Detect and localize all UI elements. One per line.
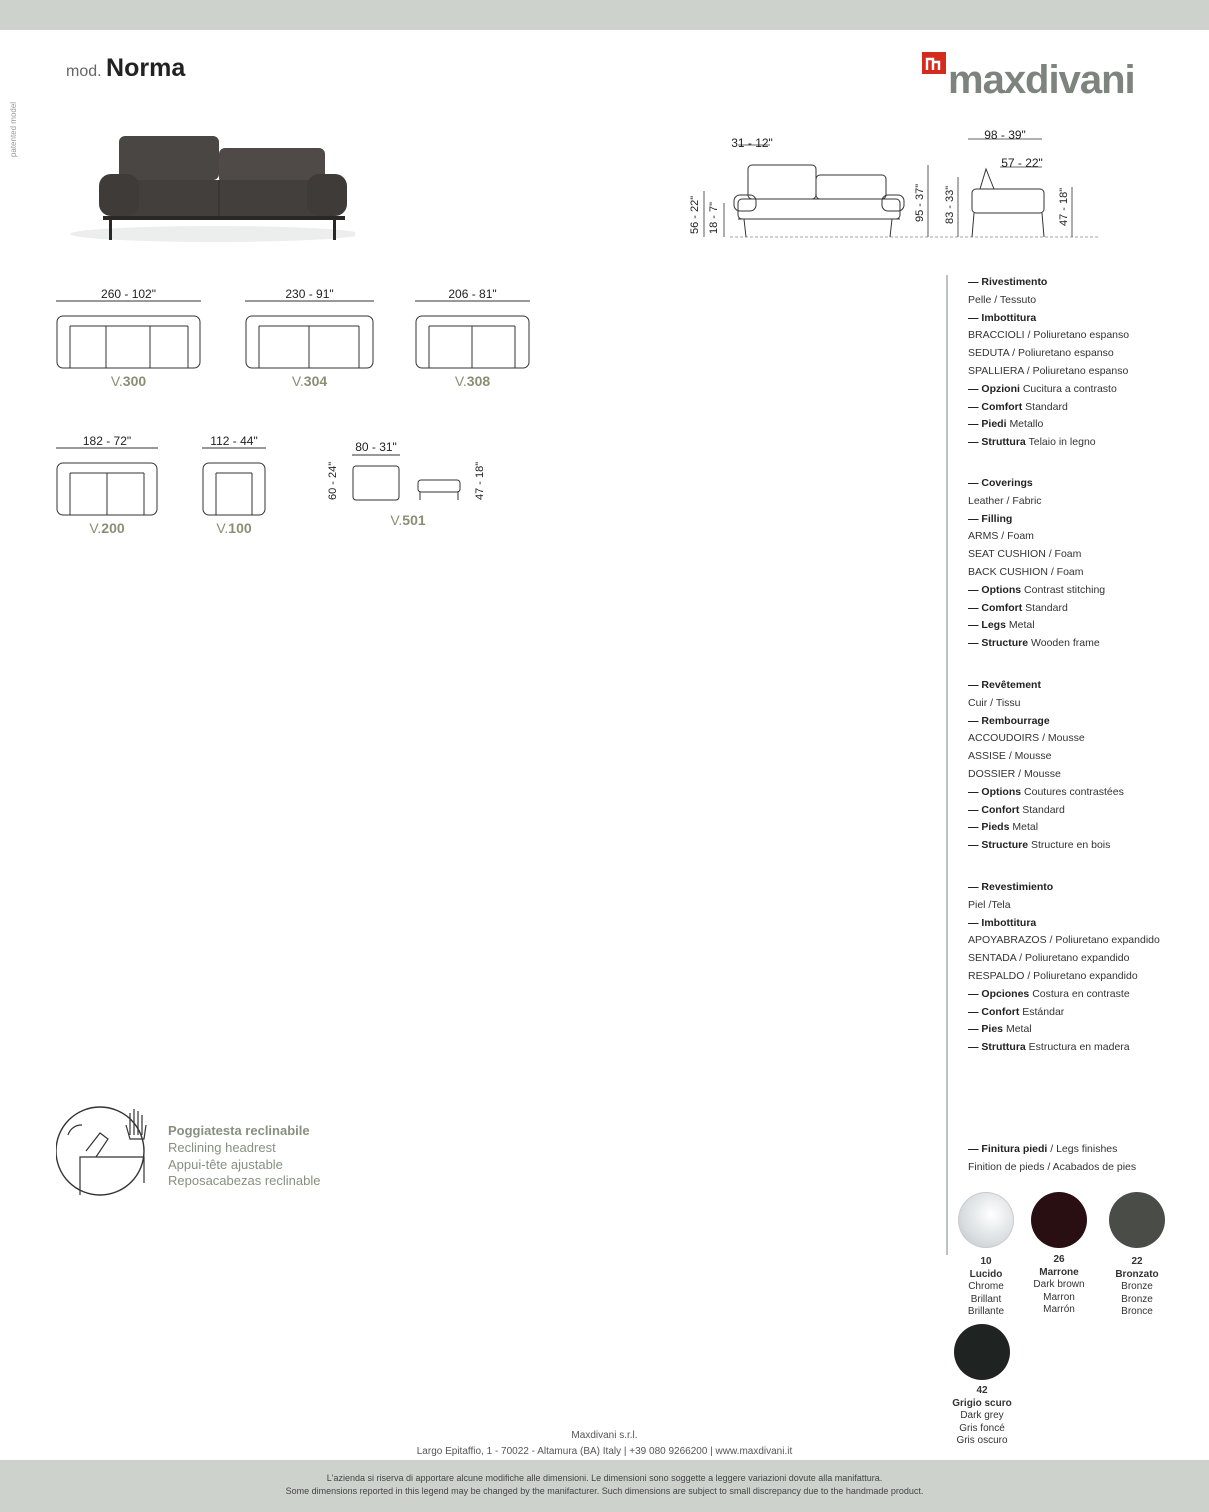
finish-name: Grigio scuro: [952, 1397, 1012, 1409]
spec-key: — Rivestimento: [968, 276, 1048, 288]
model-title: [66, 54, 185, 83]
spec-line-fr: [968, 750, 1051, 762]
dim-seat-height: 47 - 18": [1058, 187, 1070, 226]
dim-back-height: 83 - 33": [944, 185, 956, 224]
spec-value: APOYABRAZOS / Poliuretano expandido: [968, 934, 1160, 947]
spec-line-fr: [968, 839, 1110, 851]
finish-translation: Marron: [1043, 1291, 1075, 1303]
spec-key: — Options: [968, 583, 1022, 596]
finish-label: [1092, 1256, 1182, 1319]
spec-value: Pelle / Tessuto: [968, 293, 1037, 306]
spec-key: — Structure: [968, 637, 1029, 650]
finish-translation: Dark grey: [960, 1410, 1004, 1421]
variant-100-width: 112 - 44": [210, 434, 258, 448]
spec-value: Wooden frame: [1031, 637, 1100, 650]
spec-key: — Confort: [968, 803, 1020, 816]
spec-line-es: [968, 1006, 1064, 1018]
spec-value: Contrast stitching: [1024, 583, 1106, 596]
spec-line-en: [968, 530, 1034, 542]
spec-value: BRACCIOLI / Poliuretano espanso: [968, 329, 1130, 342]
spec-value: Costura en contraste: [1032, 987, 1130, 1000]
spec-value: SEAT CUSHION / Foam: [968, 548, 1082, 561]
spec-value: Standard: [1025, 601, 1068, 614]
spec-key: — Imbottitura: [968, 311, 1037, 324]
finish-translation: Bronce: [1121, 1306, 1153, 1317]
variant-100-label: V.100: [216, 520, 252, 536]
spec-line-fr: [968, 821, 1038, 833]
variant-308-width: 206 - 81": [448, 287, 497, 301]
spec-key: — Legs: [968, 619, 1006, 632]
top-bar: [0, 0, 1209, 30]
spec-value: Metallo: [1009, 418, 1044, 431]
reclining-fr: Appui-tête ajustable: [168, 1157, 283, 1172]
spec-line-en: [968, 584, 1105, 596]
spec-line-en: [968, 513, 1012, 525]
spec-value: Estándar: [1022, 1005, 1065, 1018]
variant-308-drawing: [415, 300, 531, 372]
spec-value: Leather / Fabric: [968, 494, 1042, 507]
disclaimer-en: Some dimensions reported in this legend may be changed by the manifacturer. Such dimensions are subject to small discrepancy due to the handmade product.: [285, 1486, 924, 1496]
spec-line-es: [968, 1023, 1032, 1035]
finish-swatch: [954, 1324, 1010, 1380]
variant-501-label: V.501: [390, 512, 426, 528]
finish-translation: Gris foncé: [959, 1422, 1005, 1434]
spec-value: DOSSIER / Mousse: [968, 768, 1061, 780]
dim-arm-width: 31 - 12": [731, 136, 773, 150]
finish-num: 42: [976, 1385, 988, 1396]
reclining-it: Poggiatesta reclinabile: [168, 1123, 310, 1138]
variant-300-label: V.300: [110, 373, 147, 389]
spec-line-fr: [968, 715, 1050, 727]
spec-line-en: [968, 602, 1068, 614]
variant-300-drawing: [56, 300, 202, 372]
spec-line-es: [968, 899, 1011, 911]
finish-swatch: [958, 1192, 1014, 1248]
spec-key: — Coverings: [968, 477, 1033, 489]
dim-seat-depth: 57 - 22": [1001, 156, 1043, 170]
finish-name: Bronzato: [1115, 1268, 1159, 1280]
reclining-headrest-icon: [56, 1105, 158, 1197]
finishes-title: — Finitura piedi / Legs finishes: [968, 1143, 1118, 1155]
spec-value: Cuir / Tissu: [968, 696, 1021, 709]
model-name: Norma: [106, 54, 186, 82]
spec-key: — Comfort: [968, 400, 1023, 413]
spec-value: Metal: [1008, 619, 1035, 632]
finish-translation: Gris oscuro: [956, 1435, 1008, 1446]
spec-value: ASSISE / Mousse: [968, 750, 1052, 763]
spec-line-en: [968, 477, 1033, 489]
footer-address: Largo Epitaffio, 1 - 70022 - Altamura (BA) Italy | +39 080 9266200 | www.maxdivani.it: [416, 1446, 793, 1457]
spec-line-es: [968, 1041, 1130, 1053]
spec-line-it: [968, 401, 1068, 413]
finish-num: 22: [1131, 1256, 1143, 1267]
spec-value: RESPALDO / Poliuretano expandido: [968, 970, 1138, 982]
disclaimer-it: L'azienda si riserva di apportare alcune modifiche alle dimensioni. Le dimensioni sono soggette a leggere variazioni dovute alla manifattura.: [326, 1473, 883, 1483]
finish-swatch: [1109, 1192, 1165, 1248]
spec-key: — Struttura: [968, 1041, 1026, 1054]
spec-value: Metal: [1012, 821, 1039, 834]
dim-total-height: 95 - 37": [914, 183, 926, 222]
reclining-es: Reposacabezas reclinable: [168, 1173, 321, 1188]
spec-line-fr: [968, 786, 1124, 798]
finish-translation: Bronze: [1121, 1281, 1153, 1292]
variant-200-label: V.200: [89, 520, 125, 536]
variant-501-height: 47 - 18": [474, 461, 486, 500]
dim-arm-height: 56 - 22": [689, 195, 701, 234]
patented-label: patented model: [9, 101, 19, 158]
dim-seat-clearance: 18 - 7": [708, 201, 720, 234]
variant-200-width: 182 - 72": [82, 434, 132, 448]
spec-key: — Opciones: [968, 987, 1030, 1000]
model-prefix: mod.: [66, 63, 102, 80]
spec-key: — Structure: [968, 839, 1029, 852]
reclining-en: Reclining headrest: [168, 1140, 276, 1155]
finish-name: Lucido: [969, 1268, 1003, 1280]
variant-100-drawing: [202, 447, 267, 519]
spec-line-es: [968, 917, 1036, 929]
brand-name: maxdivani: [948, 58, 1135, 102]
spec-value: ARMS / Foam: [968, 530, 1034, 543]
spec-line-fr: [968, 697, 1021, 709]
spec-line-fr: [968, 679, 1041, 691]
spec-value: Standard: [1022, 803, 1065, 816]
spec-line-en: [968, 619, 1035, 631]
sofa-photo: [55, 130, 355, 245]
spec-key: — Struttura: [968, 436, 1026, 449]
spec-key: — Piedi: [968, 418, 1007, 431]
finish-translation: Brillante: [967, 1306, 1005, 1317]
spec-value: Coutures contrastées: [1024, 785, 1124, 798]
logo-mark-icon: [922, 52, 950, 76]
spec-line-en: [968, 495, 1042, 507]
spec-line-it: [968, 276, 1047, 288]
spec-line-en: [968, 548, 1081, 560]
spec-line-en: [968, 566, 1084, 578]
spec-line-fr: [968, 732, 1085, 744]
spec-value: Standard: [1025, 400, 1068, 413]
variant-304-drawing: [245, 300, 375, 372]
spec-line-it: [968, 436, 1096, 448]
spec-line-it: [968, 347, 1114, 359]
spec-line-en: [968, 637, 1100, 649]
dim-depth: 98 - 39": [984, 128, 1026, 142]
spec-line-it: [968, 418, 1043, 430]
spec-line-es: [968, 970, 1138, 982]
spec-key: — Rembourrage: [968, 714, 1050, 727]
spec-line-it: [968, 383, 1117, 395]
variant-304-label: V.304: [291, 373, 328, 389]
spec-key: — Imbottitura: [968, 916, 1037, 929]
variant-501-drawing: [352, 454, 464, 504]
spec-line-es: [968, 881, 1053, 893]
spec-value: SENTADA / Poliuretano expandido: [968, 952, 1130, 965]
spec-key: — Pies: [968, 1023, 1004, 1036]
spec-value: Metal: [1005, 1023, 1032, 1036]
variant-300-width: 260 - 102": [101, 287, 156, 301]
spec-value: Piel /Tela: [968, 898, 1011, 911]
spec-key: — Options: [968, 785, 1022, 798]
spec-key: — Confort: [968, 1005, 1020, 1018]
spec-line-fr: [968, 804, 1065, 816]
finish-num: 10: [980, 1256, 992, 1267]
spec-line-it: [968, 294, 1036, 306]
spec-value: SPALLIERA / Poliuretano espanso: [968, 365, 1129, 377]
footer-company: Maxdivani s.r.l.: [571, 1430, 638, 1441]
spec-value: BACK CUSHION / Foam: [968, 566, 1084, 578]
finish-translation: Chrome: [968, 1281, 1004, 1292]
finishes-subtitle: Finition de pieds / Acabados de pies: [968, 1161, 1137, 1173]
spec-line-it: [968, 312, 1036, 324]
finish-label: [1014, 1254, 1104, 1317]
spec-value: Structure en bois: [1031, 839, 1111, 852]
finish-translation: Dark brown: [1033, 1279, 1085, 1290]
spec-key: — Pieds: [968, 821, 1010, 834]
spec-value: ACCOUDOIRS / Mousse: [968, 732, 1085, 745]
spec-key: — Filling: [968, 512, 1013, 525]
spec-key: — Revestimiento: [968, 881, 1054, 893]
finish-translation: Brillant: [970, 1293, 1002, 1305]
sidebar-divider: [946, 275, 948, 1255]
spec-line-fr: [968, 768, 1061, 780]
spec-value: SEDUTA / Poliuretano espanso: [968, 347, 1114, 360]
finish-translation: Marrón: [1043, 1304, 1075, 1315]
finish-swatch: [1031, 1192, 1087, 1248]
spec-key: — Revêtement: [968, 679, 1041, 691]
spec-line-es: [968, 934, 1160, 946]
spec-line-it: [968, 365, 1128, 377]
spec-key: — Comfort: [968, 601, 1023, 614]
spec-value: Estructura en madera: [1028, 1041, 1130, 1054]
spec-value: Telaio in legno: [1028, 436, 1096, 449]
variant-308-label: V.308: [454, 373, 491, 389]
spec-value: Cucitura a contrasto: [1022, 382, 1117, 395]
variant-200-drawing: [56, 447, 159, 519]
spec-line-es: [968, 988, 1130, 1000]
variant-501-depth: 60 - 24": [327, 461, 339, 500]
spec-key: — Opzioni: [968, 382, 1020, 395]
variant-304-width: 230 - 91": [285, 287, 334, 301]
spec-line-it: [968, 329, 1129, 341]
finish-name: Marrone: [1039, 1266, 1079, 1278]
variant-501-width: 80 - 31": [355, 440, 397, 454]
spec-line-es: [968, 952, 1129, 964]
finish-num: 26: [1053, 1254, 1065, 1265]
finish-translation: Bronze: [1121, 1293, 1153, 1305]
